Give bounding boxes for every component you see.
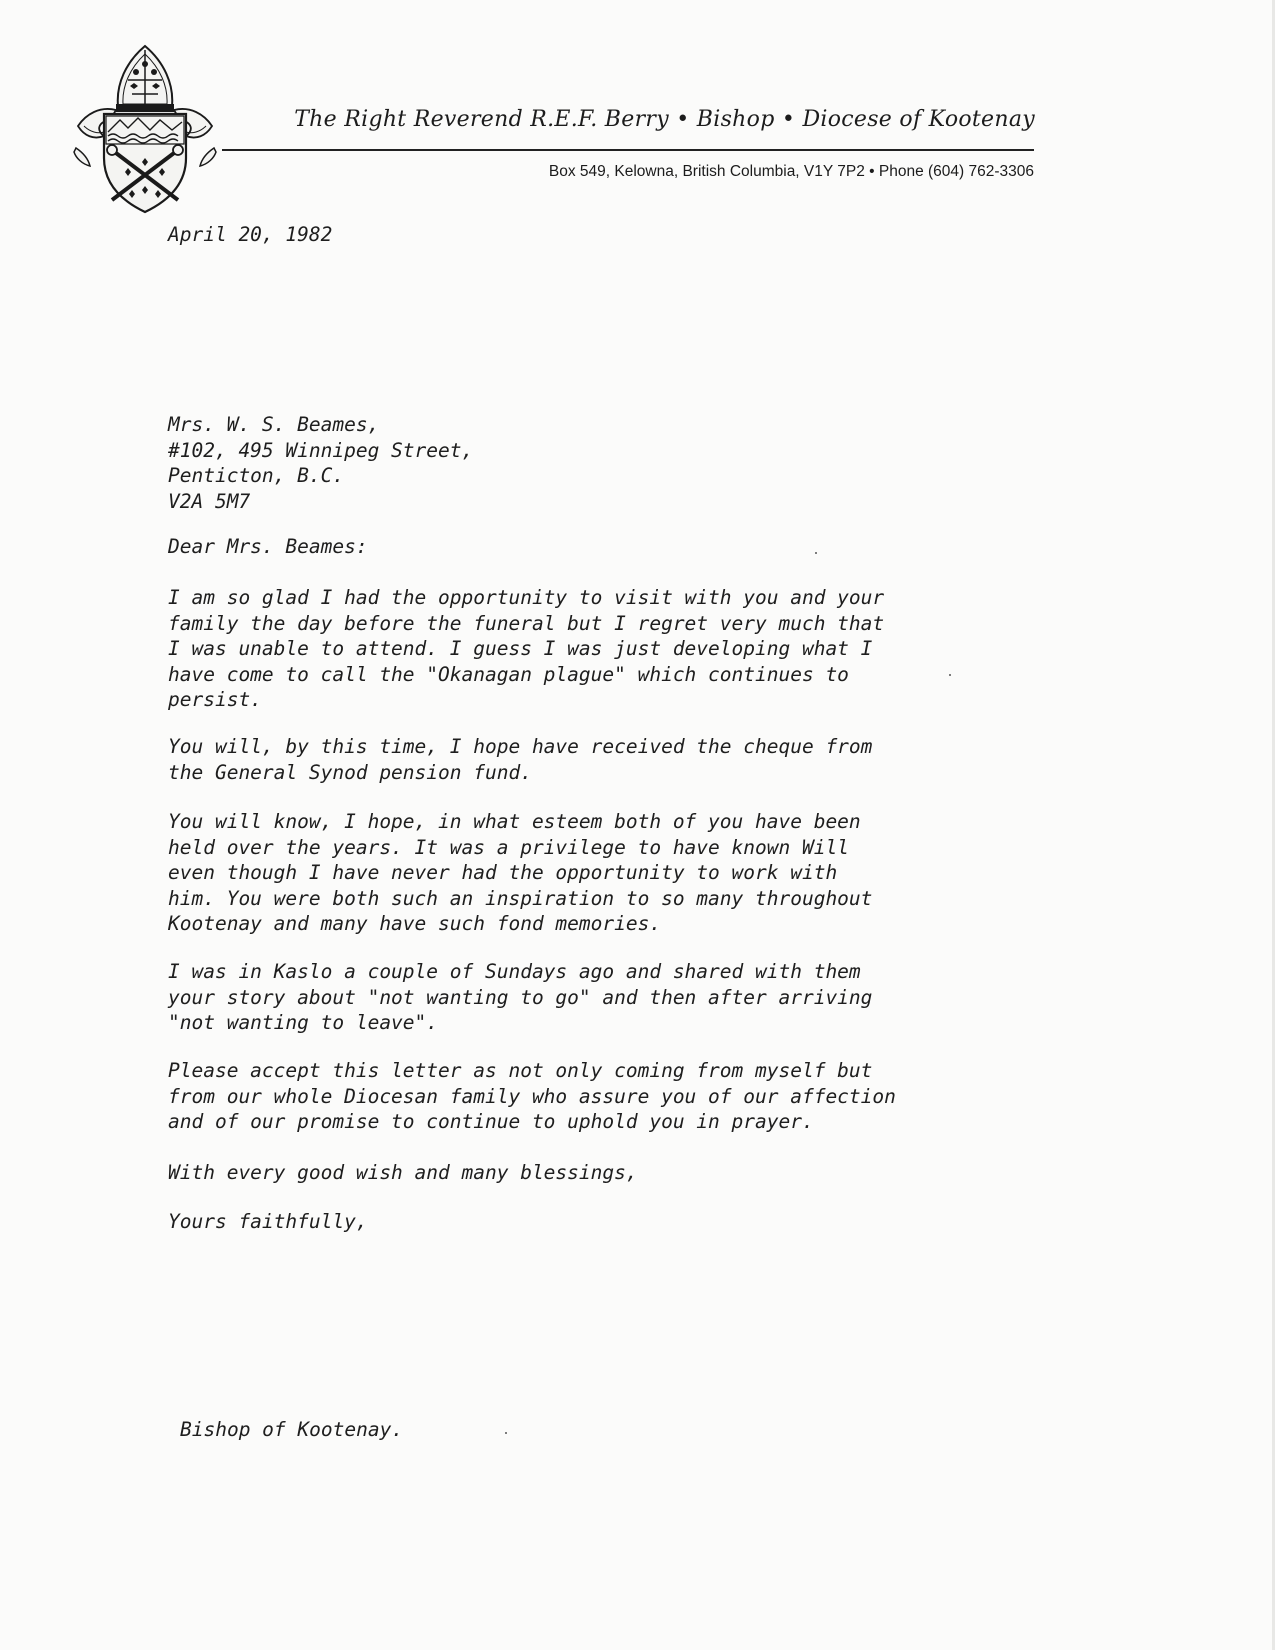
diocese-crest-logo [70, 40, 220, 216]
body-paragraph [168, 585, 884, 713]
letterhead-title: The Right Reverend R.E.F. Berry • Bishop • Diocese of Kootenay [294, 107, 1035, 132]
body-line: Please accept this letter as not only coming from myself but [168, 1059, 873, 1082]
body-paragraph [168, 1058, 896, 1135]
complimentary-close: Yours faithfully, [168, 1210, 368, 1233]
salutation: Dear Mrs. Beames: [168, 535, 368, 558]
body-paragraph [168, 959, 872, 1036]
body-line: family the day before the funeral but I regret very much that [168, 611, 885, 635]
recipient-line: Mrs. W. S. Beames, [168, 413, 380, 436]
scan-speck [949, 674, 951, 676]
recipient-line: V2A 5M7 [168, 489, 251, 513]
body-line: "not wanting to leave". [168, 1011, 439, 1034]
body-line: I was unable to attend. I guess I was just developing what I [168, 637, 873, 660]
body-line: even though I have never had the opportunity to work with [168, 861, 838, 884]
body-line: You will know, I hope, in what esteem both of you have been [168, 810, 861, 833]
recipient-address [168, 412, 473, 514]
body-line: held over the years. It was a privilege to have known Will [168, 835, 849, 859]
body-line: Kootenay and many have such fond memories. [168, 912, 662, 935]
body-line: You will, by this time, I hope have received the cheque from [168, 735, 873, 758]
body-line: the General Synod pension fund. [168, 760, 532, 784]
body-line: him. You were both such an inspiration to so many throughout [168, 886, 873, 910]
body-line: persist. [168, 688, 262, 711]
letterhead-address: Box 549, Kelowna, British Columbia, V1Y 7P2 • Phone (604) 762-3306 [548, 163, 1034, 180]
scan-speck [505, 1432, 507, 1434]
body-paragraph [168, 734, 872, 785]
body-line: from our whole Diocesan family who assure you of our affection [168, 1084, 896, 1108]
body-line: I am so glad I had the opportunity to visit with you and your [168, 586, 885, 609]
body-line: I was in Kaslo a couple of Sundays ago and shared with them [168, 960, 861, 983]
recipient-line: Penticton, B.C. [168, 464, 345, 487]
scan-speck [815, 552, 817, 554]
recipient-line: #102, 495 Winnipeg Street, [168, 438, 474, 462]
letter-date: April 20, 1982 [168, 223, 333, 246]
signature-title: Bishop of Kootenay. [180, 1418, 404, 1441]
letterhead-divider [222, 149, 1034, 151]
body-line: your story about "not wanting to go" and then after arriving [168, 985, 873, 1009]
closing-line: With every good wish and many blessings, [168, 1161, 638, 1184]
body-paragraph [168, 809, 872, 937]
body-line: and of our promise to continue to uphold you in prayer. [168, 1110, 814, 1133]
body-line: have come to call the "Okanagan plague" which continues to [168, 662, 849, 686]
